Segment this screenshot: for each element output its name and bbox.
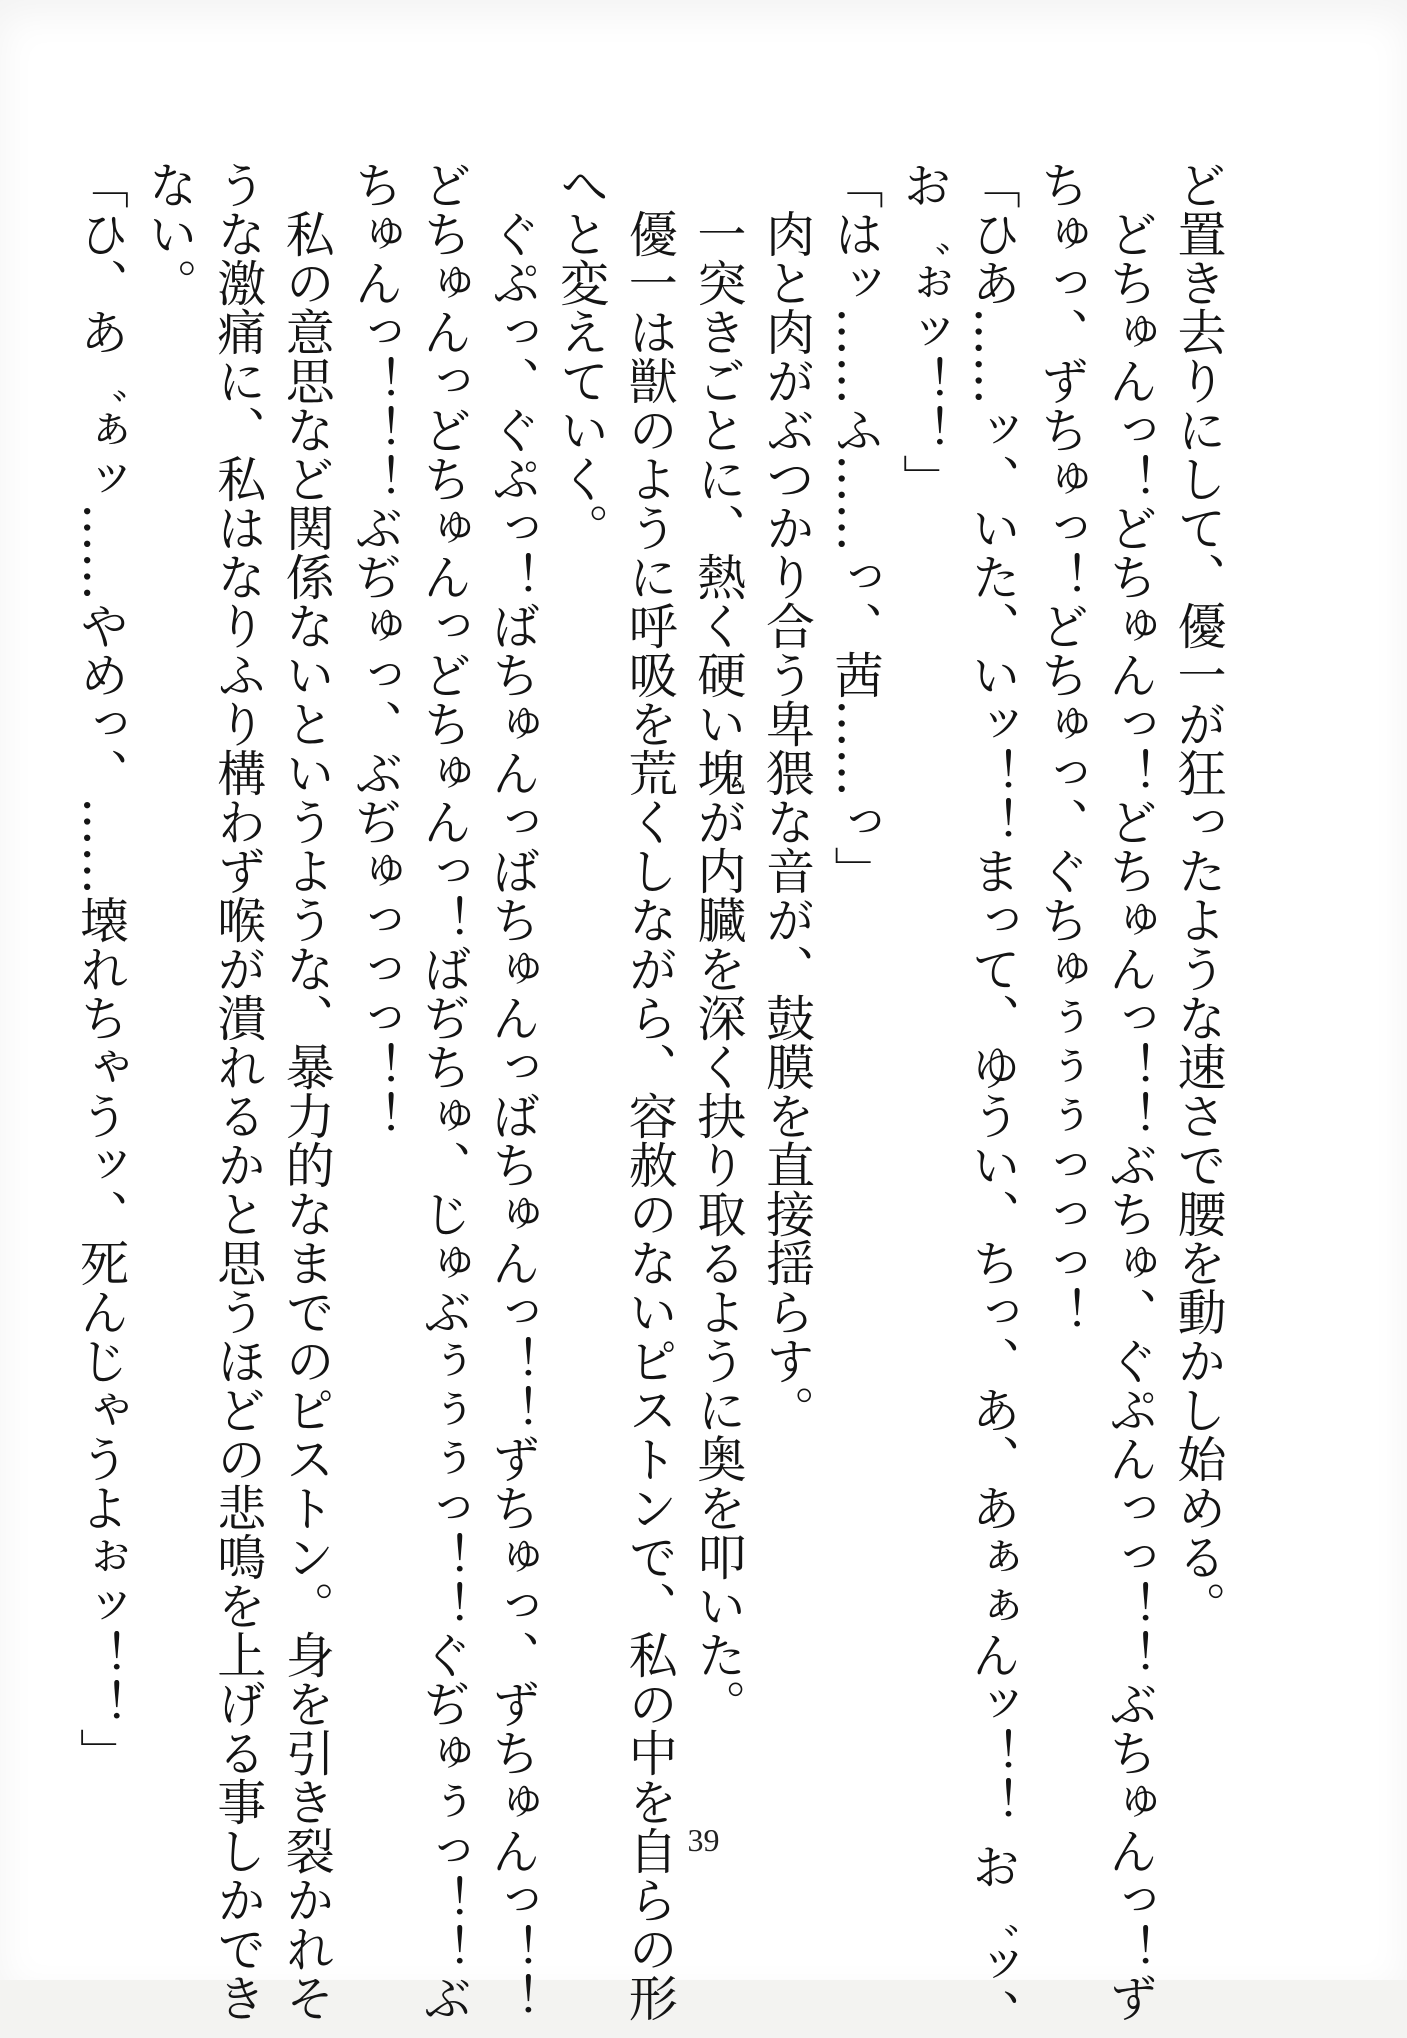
text-line: ない。 [141, 160, 199, 307]
text-line: 「ひあ……ッ、いた、いッ！！まって、ゆうい、ちっ、あ、あぁぁんッ！！ お゛ッ、 [964, 160, 1022, 2038]
text-line: ど置き去りにして、優一が狂ったような速さで腰を動かし始める。 [1170, 160, 1227, 1630]
text-line: 「はッ……ふ……っ、茜……っ」 [827, 160, 885, 895]
text-line: 肉と肉がぶつかり合う卑猥な音が、鼓膜を直接揺らす。 [758, 209, 816, 1434]
text-line: ちゅっ、ずちゅっ！どちゅっ、ぐちゅぅぅぅっっっ！ [1032, 160, 1090, 1336]
text-line: どちゅんっどちゅんっどちゅんっ！ばぢちゅ、じゅぶぅぅぅっ！！ぐぢゅぅっ！！ぶ [415, 160, 473, 2022]
text-line: ちゅんっ！！！ぶぢゅっ、ぶぢゅっっっ！！ [346, 160, 404, 1140]
text-line: へと変えていく。 [552, 160, 610, 552]
text-line: どちゅんっ！どちゅんっ！どちゅんっ！！ぶちゅ、ぐぷんっっ！！ぶちゅんっ！ず [1101, 209, 1159, 2022]
text-line: うな激痛に、私はなりふり構わず喉が潰れるかと思うほどの悲鳴を上げる事しかでき [209, 160, 267, 2022]
text-line: 一突きごとに、熱く硬い塊が内臓を深く抉り取るように奥を叩いた。 [689, 209, 747, 1728]
text-line: お゛ぉッ！！」 [895, 160, 953, 503]
text-line: 優一は獣のように呼吸を荒くしながら、容赦のないピストンで、私の中を自らの形 [621, 209, 679, 2022]
page-number: 39 [687, 1822, 720, 1858]
text-line: 「ひ、あ゛ぁッ……やめっ、……壊れちゃうッ、死んじゃうよぉッ！！」 [72, 160, 130, 1777]
text-line: 私の意思など関係ないというような、暴力的なまでのピストン。身を引き裂かれそ [278, 209, 336, 2022]
text-line: ぐぷっ、ぐぷっ！ばちゅんっばちゅんっばちゅんっ！！ずちゅっ、ずちゅんっ！！ [484, 209, 542, 2022]
